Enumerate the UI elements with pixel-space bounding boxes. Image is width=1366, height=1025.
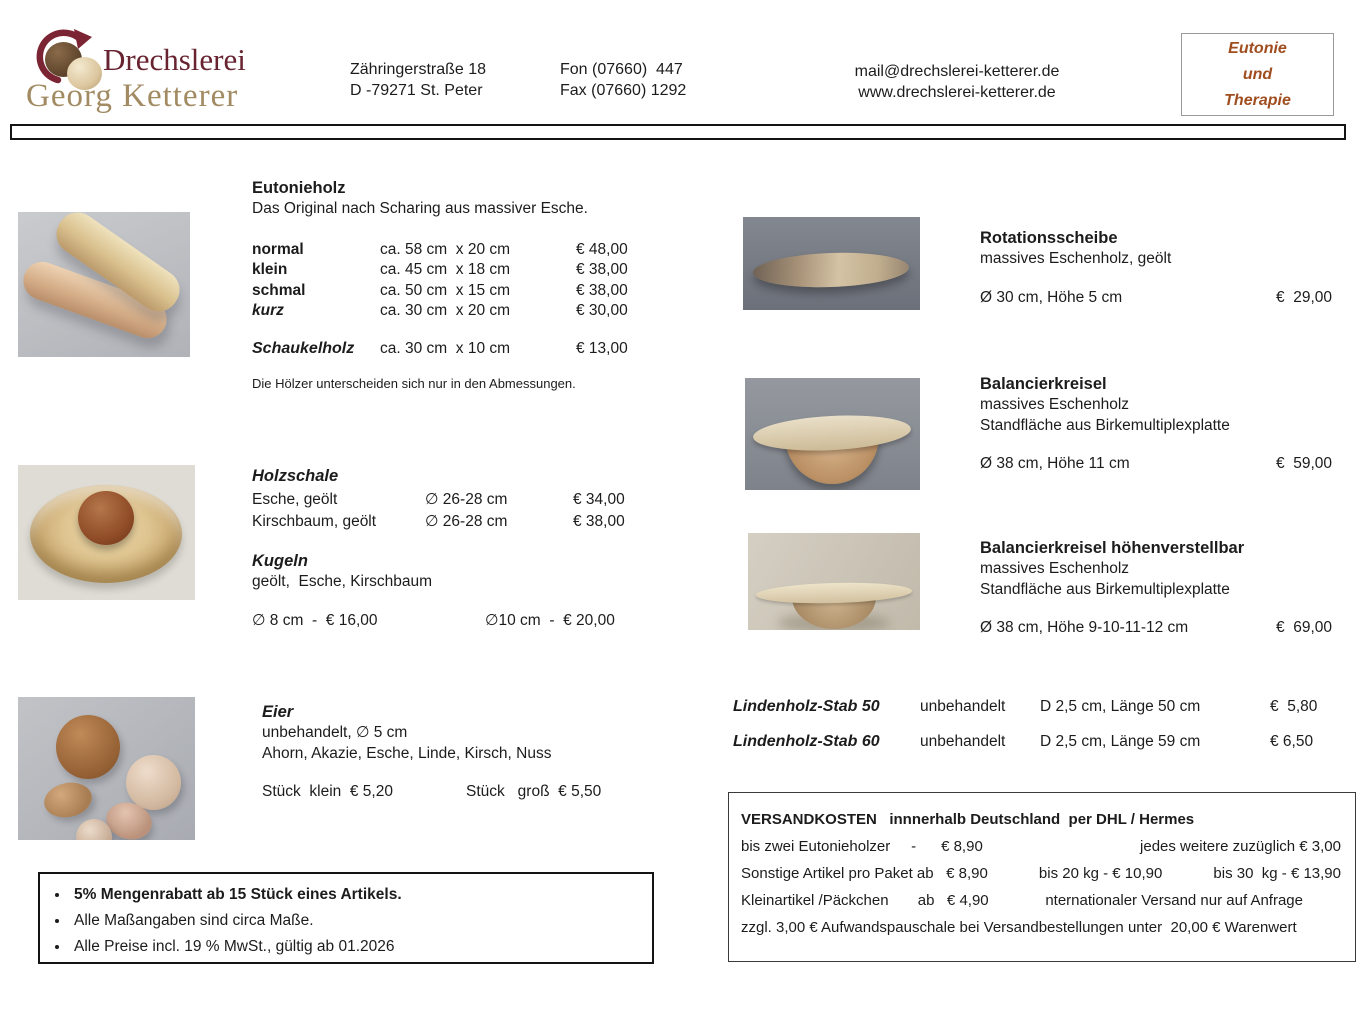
row-name: kurz — [252, 302, 284, 319]
holzschale-photo — [18, 465, 195, 600]
section-balancierkreisel-hv — [980, 538, 1332, 639]
row-price: € 5,80 — [1270, 698, 1318, 715]
shipping-costs-content — [729, 793, 1355, 941]
section-holzschale — [252, 466, 662, 631]
spec-dims: Ø 38 cm, Höhe 11 cm — [980, 455, 1130, 472]
wood-disc — [752, 412, 912, 454]
email-address: mail@drechslerei-ketterer.de — [854, 63, 1060, 80]
shipping-row: zzgl. 3,00 € Aufwandspauschale bei Versandbestellungen unter 20,00 € Warenwert — [741, 919, 1297, 936]
section-rotationsscheibe — [980, 228, 1332, 308]
wood-ball-cream — [126, 755, 181, 810]
section-balancierkreisel — [980, 374, 1332, 475]
row-dims: ∅ 26-28 cm — [425, 512, 508, 530]
badge-line3: Therapie — [1224, 91, 1291, 109]
spec-price: € 29,00 — [1275, 288, 1332, 306]
eier-price-small: Stück klein € 5,20 — [262, 783, 393, 800]
row-dims: ca. 58 cm x 20 cm — [380, 240, 511, 258]
eier-photo — [18, 697, 195, 840]
section-title: Rotationsscheibe — [980, 229, 1118, 247]
row-name: Lindenholz-Stab 50 — [733, 698, 880, 715]
row-name: klein — [252, 261, 288, 278]
badge-line1: Eutonie — [1228, 39, 1287, 57]
phone-fax: Fax (07660) 1292 — [560, 82, 687, 99]
eier-line1: unbehandelt, ∅ 5 cm — [262, 724, 408, 741]
condition-item: • Alle Maßangaben sind circa Maße. — [70, 908, 652, 934]
spec-dims: Ø 38 cm, Höhe 9-10-11-12 cm — [980, 619, 1189, 636]
eutonieholz-photo — [18, 212, 190, 357]
kugeln-title: Kugeln — [252, 552, 308, 570]
row-name: normal — [252, 240, 304, 258]
logo-text-line1: Drechslerei — [103, 42, 246, 77]
balancierkreisel-hv-photo — [748, 533, 920, 630]
section-subtitle2: Standfläche aus Birkemultiplexplatte — [980, 580, 1230, 598]
price-table — [252, 240, 662, 322]
wood-disc — [756, 581, 912, 605]
shipping-cell: Kleinartikel /Päckchen ab € 4,90 — [741, 892, 989, 909]
spec-row — [980, 454, 1332, 475]
section-subtitle2: Standfläche aus Birkemultiplexplatte — [980, 416, 1230, 434]
section-note: Die Hölzer unterscheiden sich nur in den Abmessungen. — [252, 376, 576, 391]
website-address: www.drechslerei-ketterer.de — [858, 84, 1056, 101]
row-name: Lindenholz-Stab 60 — [733, 733, 880, 750]
section-eutonieholz — [252, 178, 662, 395]
spec-price: € 69,00 — [1275, 619, 1332, 636]
logo-text-line2: Georg Ketterer — [26, 78, 239, 114]
shipping-cell: Sonstige Artikel pro Paket ab € 8,90 — [741, 865, 988, 882]
section-subtitle: massives Eschenholz — [980, 560, 1130, 577]
rotationsscheibe-photo — [743, 217, 920, 310]
shipping-title: VERSANDKOSTEN innnerhalb Deutschland per DHL / Hermes — [741, 811, 1195, 828]
section-title: Eutonieholz — [252, 179, 346, 197]
row-price: € 6,50 — [1270, 733, 1314, 750]
price-table — [252, 489, 662, 532]
section-title: Eier — [262, 703, 294, 721]
section-eier — [262, 702, 672, 803]
row-price: € 30,00 — [576, 302, 628, 319]
row-treatment: unbehandelt — [920, 698, 1006, 715]
row-price: € 13,00 — [576, 339, 628, 357]
row-dims: D 2,5 cm, Länge 50 cm — [1040, 698, 1201, 715]
wood-egg-left — [41, 778, 95, 821]
section-title: Holzschale — [252, 467, 339, 485]
condition-item: • Alle Preise incl. 19 % MwSt., gültig ab 01.2026 — [70, 934, 652, 960]
kugeln-size-large: ∅10 cm - € 20,00 — [485, 611, 615, 629]
row-price: € 48,00 — [576, 240, 628, 258]
row-dims: ∅ 26-28 cm — [425, 491, 508, 508]
spec-price: € 59,00 — [1275, 455, 1332, 472]
eier-price-large: Stück groß € 5,50 — [466, 783, 602, 800]
row-price: € 38,00 — [576, 281, 628, 299]
badge-line2: und — [1242, 65, 1273, 83]
row-dims: ca. 30 cm x 10 cm — [380, 339, 511, 357]
company-phone — [560, 59, 686, 101]
shipping-row — [741, 860, 1341, 887]
lindenholz-table — [733, 696, 1333, 752]
eutonie-therapie-badge — [1181, 33, 1334, 116]
conditions-box — [38, 872, 654, 964]
row-name: Kirschbaum, geölt — [252, 512, 377, 530]
section-subtitle: Das Original nach Scharing aus massiver Esche. — [252, 200, 588, 217]
row-dims: D 2,5 cm, Länge 59 cm — [1040, 733, 1201, 750]
section-title: Balancierkreisel höhenverstellbar — [980, 539, 1245, 557]
section-title: Balancierkreisel — [980, 375, 1107, 393]
wood-ball-in-bowl — [78, 491, 134, 545]
shipping-row — [741, 887, 1341, 914]
kugeln-size-small: ∅ 8 cm - € 16,00 — [252, 611, 378, 629]
eier-prices — [262, 782, 672, 803]
shipping-cell: bis 30 kg - € 13,90 — [1213, 865, 1341, 882]
spec-dims: Ø 30 cm, Höhe 5 cm — [980, 288, 1123, 306]
phone-fon: Fon (07660) 447 — [560, 61, 683, 78]
spec-row — [980, 288, 1332, 309]
row-name: Schaukelholz — [252, 339, 355, 357]
header-divider-bar — [10, 124, 1346, 140]
shipping-cell: bis zwei Eutonieholzer - € 8,90 — [741, 838, 983, 855]
row-name: schmal — [252, 281, 306, 299]
shipping-cell: nternationaler Versand nur auf Anfrage — [1045, 892, 1303, 909]
row-dims: ca. 30 cm x 20 cm — [380, 302, 511, 319]
wood-ball-large — [56, 715, 120, 779]
row-dims: ca. 45 cm x 18 cm — [380, 261, 511, 278]
row-dims: ca. 50 cm x 15 cm — [380, 281, 511, 299]
condition-item: • 5% Mengenrabatt ab 15 Stück eines Artikels. — [70, 882, 652, 908]
company-address — [350, 59, 486, 101]
spec-row — [980, 618, 1332, 639]
shipping-row — [741, 833, 1341, 860]
wood-lens-disc — [752, 250, 909, 289]
conditions-list — [70, 882, 652, 960]
address-city: D -79271 St. Peter — [350, 82, 483, 99]
kugeln-sizes — [252, 611, 662, 632]
section-subtitle: massives Eschenholz — [980, 396, 1130, 413]
schaukelholz-row — [252, 339, 662, 360]
address-street: Zähringerstraße 18 — [350, 61, 487, 78]
row-price: € 38,00 — [573, 512, 625, 530]
row-name: Esche, geölt — [252, 491, 338, 508]
shipping-cell: jedes weitere zuzüglich € 3,00 — [1140, 838, 1341, 855]
shipping-costs-box — [728, 792, 1356, 962]
kugeln-subtitle: geölt, Esche, Kirschbaum — [252, 573, 433, 590]
balancierkreisel-photo — [745, 378, 920, 490]
eier-line2: Ahorn, Akazie, Esche, Linde, Kirsch, Nuss — [262, 744, 552, 762]
row-price: € 34,00 — [573, 491, 625, 508]
row-treatment: unbehandelt — [920, 733, 1006, 750]
row-price: € 38,00 — [576, 261, 628, 278]
company-web — [812, 61, 1102, 103]
section-subtitle: massives Eschenholz, geölt — [980, 250, 1172, 267]
shipping-cell: bis 20 kg - € 10,90 — [1038, 865, 1163, 882]
